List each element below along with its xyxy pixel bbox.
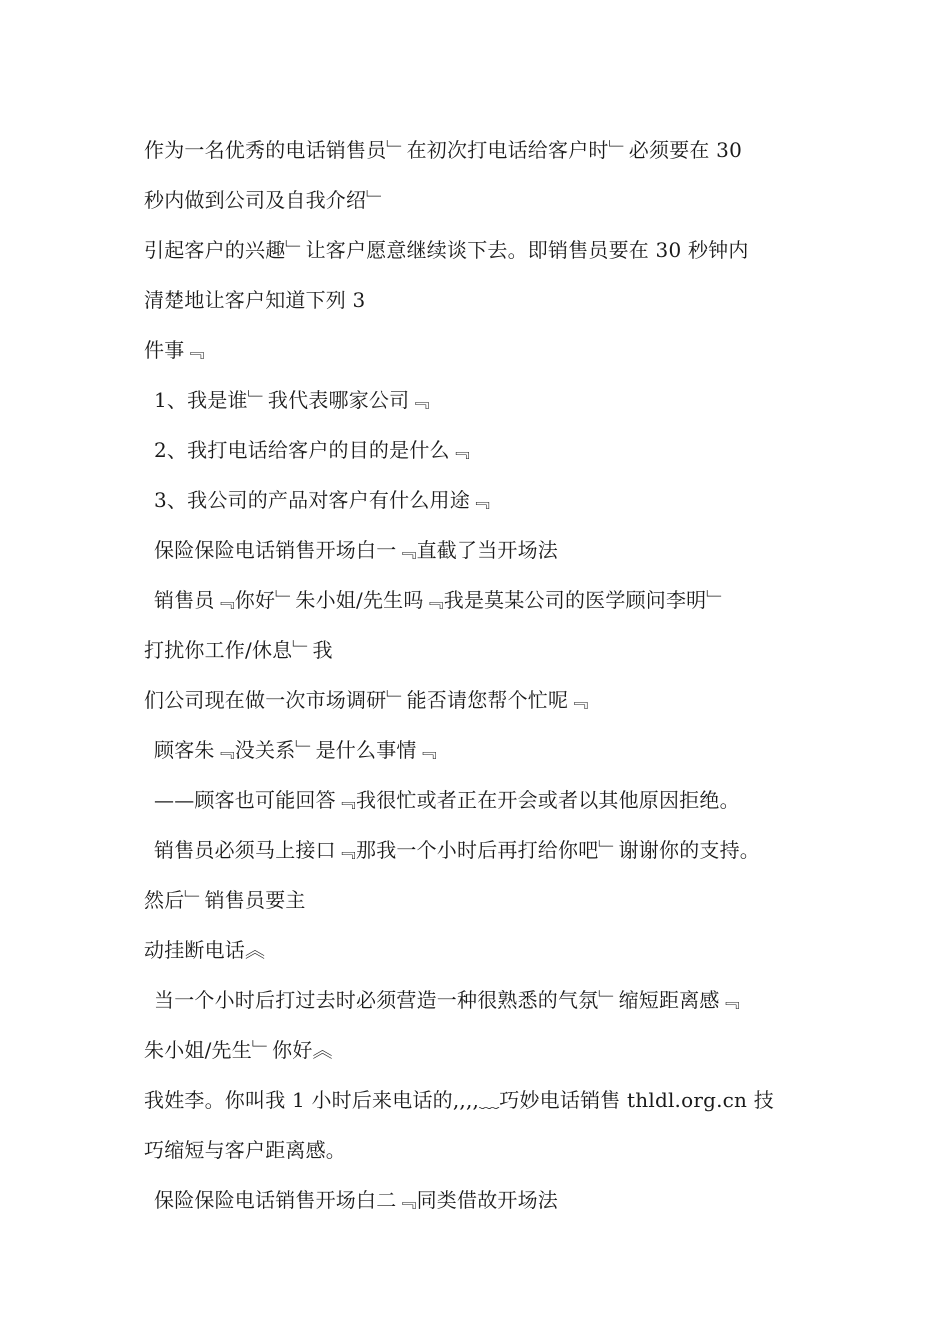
paragraph-line: 作为一名优秀的电话销售员﹂在初次打电话给客户时﹂必须要在 30: [144, 138, 743, 162]
paragraph-line: 清楚地让客户知道下列 3: [144, 288, 366, 312]
paragraph-line: 动挂断电话︽: [144, 938, 266, 962]
paragraph-line: 顾客朱﹃没关系﹂是什么事情﹃: [154, 738, 437, 762]
paragraph-line: 销售员必须马上接口﹃那我一个小时后再打给你吧﹂谢谢你的支持。: [154, 838, 760, 862]
paragraph-line: 秒内做到公司及自我介绍﹂: [144, 188, 387, 212]
paragraph-line: 们公司现在做一次市场调研﹂能否请您帮个忙呢﹃: [144, 688, 589, 712]
paragraph-line: 我姓李。你叫我 1 小时后来电话的,,,,﹏巧妙电话销售 thldl.org.cn 技: [144, 1088, 774, 1112]
paragraph-line: 引起客户的兴趣﹂让客户愿意继续谈下去。即销售员要在 30 秒钟内: [144, 238, 749, 262]
paragraph-line: 销售员﹃你好﹂朱小姐/先生吗﹃我是莫某公司的医学顾问李明﹂: [154, 588, 727, 612]
paragraph-line: 当一个小时后打过去时必须营造一种很熟悉的气氛﹂缩短距离感﹃: [154, 988, 740, 1012]
section-heading: 保险保险电话销售开场白二﹃同类借故开场法: [154, 1188, 558, 1212]
paragraph-line: 打扰你工作/休息﹂我: [144, 638, 333, 662]
section-heading: 保险保险电话销售开场白一﹃直截了当开场法: [154, 538, 558, 562]
paragraph-line: ——顾客也可能回答﹃我很忙或者正在开会或者以其他原因拒绝。: [154, 788, 740, 812]
paragraph-line: 件事﹃: [144, 338, 205, 362]
paragraph-line: 朱小姐/先生﹂你好︽: [144, 1038, 333, 1062]
list-item: 2、我打电话给客户的目的是什么﹃: [154, 438, 470, 462]
paragraph-line: 巧缩短与客户距离感。: [144, 1138, 346, 1162]
list-item: 1、我是谁﹂我代表哪家公司﹃: [154, 388, 430, 412]
list-item: 3、我公司的产品对客户有什么用途﹃: [154, 488, 491, 512]
paragraph-line: 然后﹂销售员要主: [144, 888, 306, 912]
